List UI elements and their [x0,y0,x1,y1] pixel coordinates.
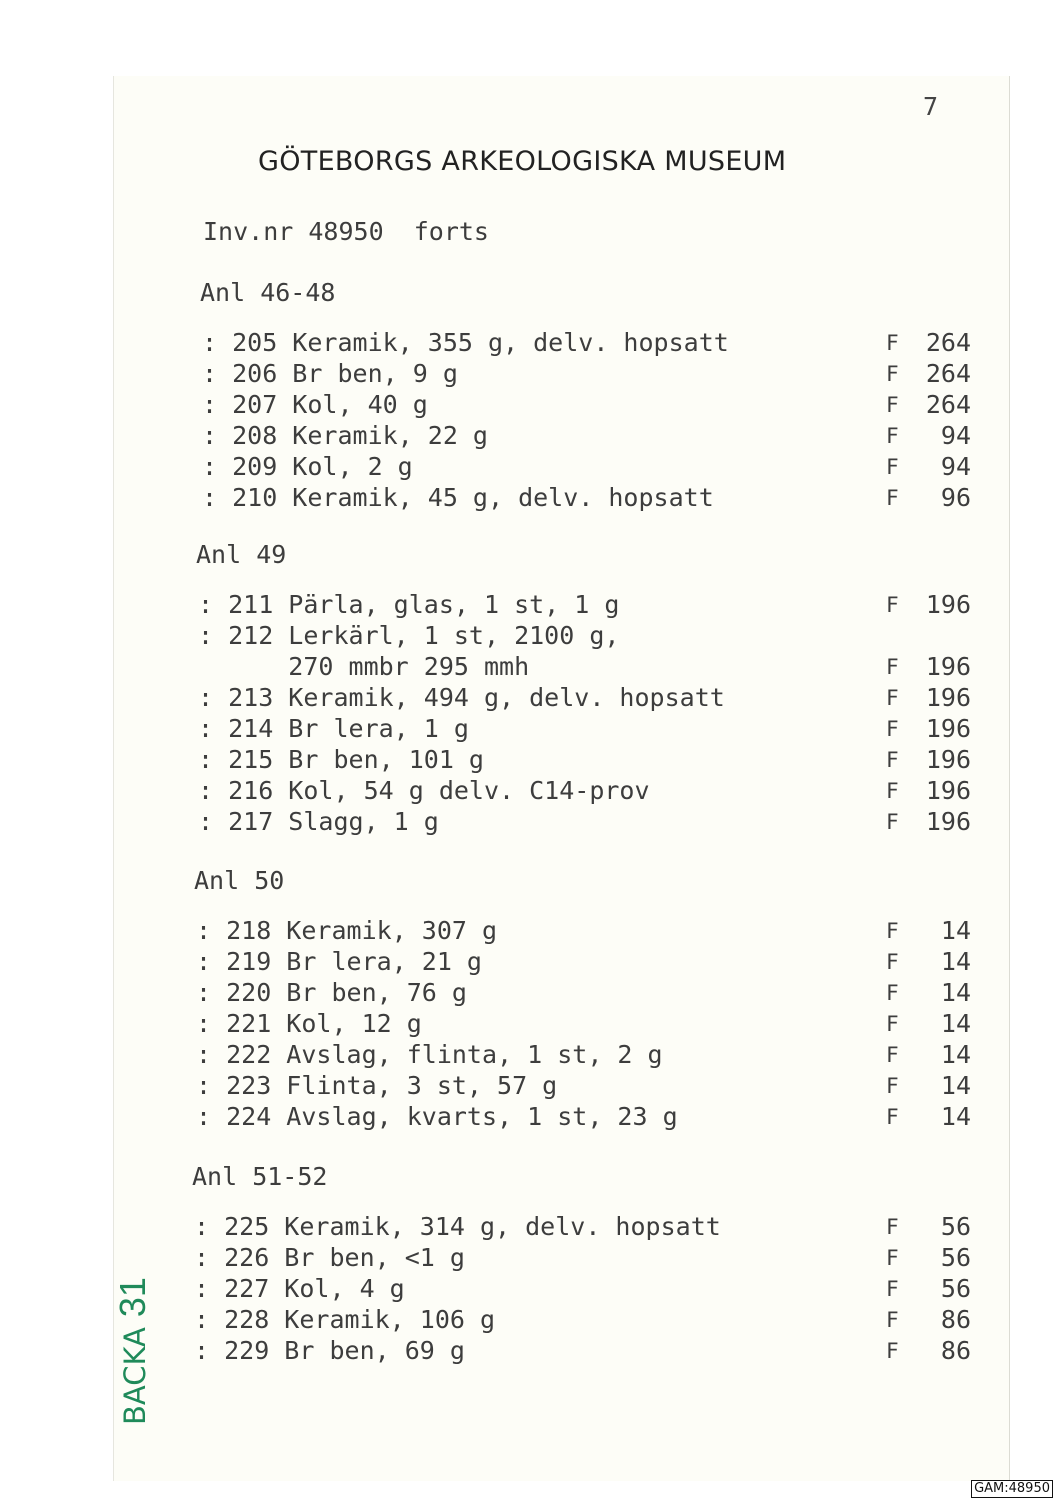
catalogue-row [0,776,1057,806]
row-f-marker: F [886,1043,899,1067]
row-description: : 221 Kol, 12 g [196,1009,422,1038]
row-reference: 196 [925,776,971,805]
row-description: : 205 Keramik, 355 g, delv. hopsatt [202,328,729,357]
section-heading: Anl 46-48 [200,278,336,307]
catalogue-row [0,590,1057,620]
catalogue-row [0,1040,1057,1070]
row-f-marker: F [886,1246,899,1270]
catalogue-row [0,1305,1057,1335]
row-f-marker: F [886,593,899,617]
row-f-marker: F [886,486,899,510]
row-description: : 228 Keramik, 106 g [194,1305,496,1334]
catalogue-row [0,1336,1057,1366]
catalogue-row [0,1102,1057,1132]
row-reference: 196 [925,714,971,743]
row-reference: 56 [940,1212,971,1241]
row-description: : 226 Br ben, <1 g [194,1243,465,1272]
catalogue-row [0,978,1057,1008]
row-f-marker: F [886,717,899,741]
row-reference: 56 [940,1274,971,1303]
row-reference: 14 [940,916,971,945]
row-f-marker: F [886,1215,899,1239]
gam-id-label: GAM:48950 [971,1480,1053,1498]
section-heading: Anl 50 [194,866,285,895]
row-reference: 14 [940,978,971,1007]
row-f-marker: F [886,686,899,710]
row-reference: 14 [940,1071,971,1100]
row-description: : 206 Br ben, 9 g [202,359,458,388]
catalogue-row [0,621,1057,651]
row-description: : 210 Keramik, 45 g, delv. hopsatt [202,483,714,512]
row-description: 270 mmbr 295 mmh [198,652,530,681]
row-f-marker: F [886,1308,899,1332]
row-f-marker: F [886,1074,899,1098]
row-description: : 229 Br ben, 69 g [194,1336,465,1365]
backa-stamp [112,1277,154,1425]
row-f-marker: F [886,393,899,417]
row-reference: 86 [940,1305,971,1334]
catalogue-row [0,452,1057,482]
row-reference: 14 [940,1040,971,1069]
catalogue-row [0,328,1057,358]
section-heading: Anl 49 [196,540,287,569]
row-f-marker: F [886,362,899,386]
catalogue-row [0,652,1057,682]
row-description: : 214 Br lera, 1 g [198,714,469,743]
catalogue-row [0,683,1057,713]
row-reference: 196 [925,652,971,681]
row-description: : 225 Keramik, 314 g, delv. hopsatt [194,1212,721,1241]
row-description: : 222 Avslag, flinta, 1 st, 2 g [196,1040,663,1069]
row-description: : 220 Br ben, 76 g [196,978,467,1007]
catalogue-row [0,1274,1057,1304]
inventory-number: Inv.nr 48950 forts [203,217,489,246]
row-f-marker: F [886,1105,899,1129]
backa-number: 31 [112,1277,153,1318]
row-f-marker: F [886,810,899,834]
row-f-marker: F [886,424,899,448]
catalogue-row [0,483,1057,513]
row-description: : 224 Avslag, kvarts, 1 st, 23 g [196,1102,678,1131]
catalogue-row [0,1243,1057,1273]
row-reference: 264 [925,359,971,388]
row-description: : 212 Lerkärl, 1 st, 2100 g, [198,621,620,650]
row-f-marker: F [886,1339,899,1363]
row-reference: 56 [940,1243,971,1272]
row-description: : 216 Kol, 54 g delv. C14-prov [198,776,650,805]
row-reference: 14 [940,1009,971,1038]
row-f-marker: F [886,1277,899,1301]
catalogue-row [0,1009,1057,1039]
row-description: : 223 Flinta, 3 st, 57 g [196,1071,558,1100]
catalogue-row [0,807,1057,837]
row-f-marker: F [886,748,899,772]
row-f-marker: F [886,779,899,803]
row-f-marker: F [886,950,899,974]
row-description: : 217 Slagg, 1 g [198,807,439,836]
row-reference: 14 [940,947,971,976]
row-reference: 96 [940,483,971,512]
catalogue-row [0,714,1057,744]
row-reference: 196 [925,807,971,836]
catalogue-row [0,1212,1057,1242]
section-heading: Anl 51-52 [192,1162,328,1191]
page-number: 7 [923,92,939,121]
catalogue-row [0,916,1057,946]
row-description: : 215 Br ben, 101 g [198,745,484,774]
row-description: : 227 Kol, 4 g [194,1274,405,1303]
row-reference: 14 [940,1102,971,1131]
row-reference: 264 [925,328,971,357]
row-reference: 196 [925,683,971,712]
catalogue-row [0,359,1057,389]
row-f-marker: F [886,455,899,479]
row-f-marker: F [886,1012,899,1036]
row-f-marker: F [886,331,899,355]
row-reference: 264 [925,390,971,419]
row-reference: 196 [925,745,971,774]
row-f-marker: F [886,981,899,1005]
catalogue-row [0,947,1057,977]
row-f-marker: F [886,919,899,943]
catalogue-row [0,421,1057,451]
row-description: : 209 Kol, 2 g [202,452,413,481]
row-description: : 213 Keramik, 494 g, delv. hopsatt [198,683,725,712]
catalogue-row [0,1071,1057,1101]
row-description: : 218 Keramik, 307 g [196,916,498,945]
row-reference: 94 [940,452,971,481]
row-reference: 94 [940,421,971,450]
row-f-marker: F [886,655,899,679]
row-reference: 196 [925,590,971,619]
backa-label: BACKA [118,1327,152,1425]
row-description: : 207 Kol, 40 g [202,390,428,419]
catalogue-row [0,745,1057,775]
row-description: : 211 Pärla, glas, 1 st, 1 g [198,590,620,619]
row-description: : 219 Br lera, 21 g [196,947,482,976]
row-reference: 86 [940,1336,971,1365]
row-description: : 208 Keramik, 22 g [202,421,488,450]
catalogue-row [0,390,1057,420]
museum-heading: GÖTEBORGS ARKEOLOGISKA MUSEUM [258,146,787,177]
